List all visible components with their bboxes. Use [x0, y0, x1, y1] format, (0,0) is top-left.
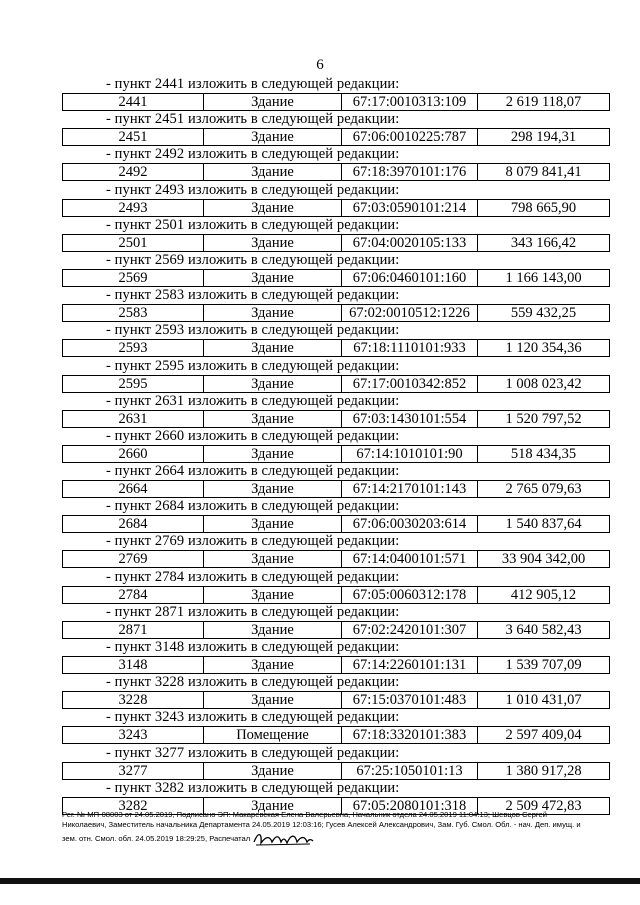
amendment-heading: - пункт 3148 изложить в следующей редакции:	[106, 639, 400, 655]
amendment-entry	[62, 569, 610, 604]
cadastral-number-cell: 67:04:0020105:133	[341, 235, 477, 251]
amendment-entry	[62, 745, 610, 780]
object-type-cell: Здание	[203, 270, 341, 286]
object-type-cell: Здание	[203, 446, 341, 462]
item-number-cell: 2769	[118, 551, 148, 568]
table-row	[62, 93, 610, 111]
value-cell: 518 434,35	[477, 446, 609, 462]
cadastral-number-cell: 67:06:0010225:787	[341, 129, 477, 145]
amendment-entry	[62, 76, 610, 111]
amendment-heading: - пункт 3243 изложить в следующей редакции:	[106, 709, 400, 726]
table-row	[62, 304, 610, 322]
table-row	[62, 550, 610, 568]
item-number-cell: 2441	[118, 94, 148, 110]
value-cell: 298 194,31	[477, 129, 609, 145]
amendment-heading: - пункт 2595 изложить в следующей редакции:	[106, 357, 400, 374]
cadastral-number-cell: 67:05:0060312:178	[341, 587, 477, 603]
table-row	[62, 410, 610, 428]
item-number-cell: 3282	[118, 797, 148, 814]
value-cell: 2 509 472,83	[477, 798, 609, 814]
amendment-heading: - пункт 3228 изложить в следующей редакции:	[106, 674, 400, 691]
value-cell: 559 432,25	[477, 305, 609, 321]
cadastral-number-cell: 67:15:0370101:483	[341, 692, 477, 708]
table-row	[62, 726, 610, 744]
object-type-cell: Здание	[203, 200, 341, 216]
object-type-cell: Помещение	[203, 727, 341, 743]
object-type-cell: Здание	[203, 94, 341, 110]
value-cell: 1 010 431,07	[477, 692, 609, 708]
amendment-heading: - пункт 2593 изложить в следующей редакции:	[106, 322, 400, 339]
value-cell: 1 120 354,36	[477, 340, 609, 356]
amendment-entry	[62, 111, 610, 146]
table-row	[62, 339, 610, 357]
amendment-heading: - пункт 3282 изложить в следующей редакции:	[106, 779, 400, 796]
object-type-cell: Здание	[203, 481, 341, 497]
cadastral-number-cell: 67:03:0590101:214	[341, 200, 477, 216]
table-row	[62, 269, 610, 287]
value-cell: 343 166,42	[477, 235, 609, 251]
item-number-cell: 2492	[118, 164, 148, 181]
table-row	[62, 656, 610, 674]
cadastral-number-cell: 67:14:2260101:131	[341, 657, 477, 673]
amendment-entry	[62, 358, 610, 393]
cadastral-number-cell: 67:14:2170101:143	[341, 481, 477, 497]
cadastral-number-cell: 67:05:2080101:318	[341, 798, 477, 814]
item-number-cell: 3243	[118, 727, 148, 744]
amendment-heading: - пункт 2441 изложить в следующей редакции:	[106, 76, 400, 92]
value-cell: 3 640 582,43	[477, 622, 609, 638]
table-row	[62, 375, 610, 393]
item-number-cell: 2631	[118, 410, 148, 427]
object-type-cell: Здание	[203, 692, 341, 708]
table-row	[62, 762, 610, 780]
cadastral-number-cell: 67:06:0030203:614	[341, 516, 477, 532]
amendment-entry	[62, 322, 610, 357]
value-cell: 1 540 837,64	[477, 516, 609, 532]
amendment-heading: - пункт 2493 изложить в следующей редакции:	[106, 181, 400, 198]
cadastral-number-cell: 67:14:1010101:90	[341, 446, 477, 462]
item-number-cell: 2569	[118, 269, 148, 286]
registration-footer	[62, 810, 602, 848]
amendment-entry	[62, 252, 610, 287]
amendment-heading: - пункт 2684 изложить в следующей редакции:	[106, 498, 400, 515]
table-row	[62, 234, 610, 252]
table-row	[62, 515, 610, 533]
value-cell: 2 619 118,07	[477, 94, 609, 110]
amendment-list	[62, 76, 610, 815]
value-cell: 412 905,12	[477, 587, 609, 603]
object-type-cell: Здание	[203, 622, 341, 638]
object-type-cell: Здание	[203, 235, 341, 251]
item-number-cell: 2871	[118, 621, 148, 638]
amendment-entry	[62, 428, 610, 463]
table-row	[62, 621, 610, 639]
amendment-entry	[62, 498, 610, 533]
value-cell: 2 597 409,04	[477, 727, 609, 743]
value-cell: 1 539 707,09	[477, 657, 609, 673]
object-type-cell: Здание	[203, 376, 341, 392]
amendment-heading: - пункт 2769 изложить в следующей редакции:	[106, 533, 400, 550]
table-row	[62, 586, 610, 604]
object-type-cell: Здание	[203, 551, 341, 567]
footer-line-2: Николаевич, Заместитель начальника Департамента 24.05.2019 12:03:16; Гусев Алексей Александрович, Зам. Губ. Смол. Обл. - нач. Деп. имущ. и	[62, 820, 581, 829]
table-row	[62, 445, 610, 463]
amendment-heading: - пункт 2569 изложить в следующей редакции:	[106, 251, 400, 268]
amendment-heading: - пункт 2871 изложить в следующей редакции:	[106, 603, 400, 620]
footer-line-3	[62, 830, 602, 848]
amendment-entry	[62, 217, 610, 252]
item-number-cell: 2660	[118, 445, 148, 462]
item-number-cell: 2451	[118, 129, 148, 146]
cadastral-number-cell: 67:17:0010313:109	[341, 94, 477, 110]
object-type-cell: Здание	[203, 340, 341, 356]
amendment-entry	[62, 182, 610, 217]
object-type-cell: Здание	[203, 657, 341, 673]
object-type-cell: Здание	[203, 763, 341, 779]
object-type-cell: Здание	[203, 587, 341, 603]
value-cell: 2 765 079,63	[477, 481, 609, 497]
amendment-entry	[62, 146, 610, 181]
amendment-entry	[62, 533, 610, 568]
amendment-heading: - пункт 2501 изложить в следующей редакции:	[106, 216, 400, 233]
amendment-entry	[62, 287, 610, 322]
amendment-heading: - пункт 2583 изложить в следующей редакции:	[106, 287, 400, 304]
cadastral-number-cell: 67:18:3320101:383	[341, 727, 477, 743]
cadastral-number-cell: 67:18:3970101:176	[341, 164, 477, 180]
item-number-cell: 2595	[118, 375, 148, 392]
item-number-cell: 3228	[118, 692, 148, 709]
cadastral-number-cell: 67:02:0010512:1226	[341, 305, 477, 321]
value-cell: 1 380 917,28	[477, 763, 609, 779]
cadastral-number-cell: 67:06:0460101:160	[341, 270, 477, 286]
object-type-cell: Здание	[203, 305, 341, 321]
item-number-cell: 3148	[118, 657, 148, 673]
page-number: 6	[316, 57, 324, 73]
item-number-cell: 3277	[118, 762, 148, 779]
cadastral-number-cell: 67:25:1050101:13	[341, 763, 477, 779]
item-number-cell: 2501	[118, 234, 148, 251]
cadastral-number-cell: 67:18:1110101:933	[341, 340, 477, 356]
table-row	[62, 199, 610, 217]
object-type-cell: Здание	[203, 516, 341, 532]
table-row	[62, 480, 610, 498]
value-cell: 1 166 143,00	[477, 270, 609, 286]
object-type-cell: Здание	[203, 798, 341, 814]
amendment-entry	[62, 709, 610, 744]
item-number-cell: 2664	[118, 481, 148, 498]
amendment-heading: - пункт 2664 изложить в следующей редакции:	[106, 463, 400, 480]
cadastral-number-cell: 67:02:2420101:307	[341, 622, 477, 638]
amendment-entry	[62, 463, 610, 498]
value-cell: 33 904 342,00	[477, 551, 609, 567]
object-type-cell: Здание	[203, 411, 341, 427]
value-cell: 1 008 023,42	[477, 376, 609, 392]
cadastral-number-cell: 67:14:0400101:571	[341, 551, 477, 567]
amendment-heading: - пункт 2784 изложить в следующей редакции:	[106, 568, 400, 585]
bottom-scan-rule	[0, 878, 640, 884]
item-number-cell: 2583	[118, 305, 148, 322]
table-row	[62, 691, 610, 709]
table-row	[62, 128, 610, 146]
amendment-heading: - пункт 2451 изложить в следующей редакции:	[106, 111, 400, 128]
object-type-cell: Здание	[203, 129, 341, 145]
handwritten-signature	[252, 830, 314, 848]
amendment-entry	[62, 604, 610, 639]
amendment-entry	[62, 639, 610, 674]
item-number-cell: 2593	[118, 340, 148, 357]
cadastral-number-cell: 67:03:1430101:554	[341, 411, 477, 427]
amendment-heading: - пункт 2631 изложить в следующей редакции:	[106, 392, 400, 409]
amendment-heading: - пункт 2660 изложить в следующей редакции:	[106, 427, 400, 444]
cadastral-number-cell: 67:17:0010342:852	[341, 376, 477, 392]
item-number-cell: 2493	[118, 199, 148, 216]
value-cell: 798 665,90	[477, 200, 609, 216]
amendment-entry	[62, 674, 610, 709]
footer-line-1: Рег. № МП-08003 от 24.05.2019, Подписано ЭП: Макаревская Елена Валерьевна, Начальник отдела 24.05.2019 11:04:13; Шевцов Сергей	[62, 810, 547, 819]
amendment-entry	[62, 393, 610, 428]
object-type-cell: Здание	[203, 164, 341, 180]
item-number-cell: 2684	[118, 516, 148, 533]
item-number-cell: 2784	[118, 586, 148, 603]
value-cell: 8 079 841,41	[477, 164, 609, 180]
amendment-heading: - пункт 3277 изложить в следующей редакции:	[106, 744, 400, 761]
footer-line-3-text: зем. отн. Смол. обл. 24.05.2019 18:29:25, Распечатал	[62, 834, 251, 843]
value-cell: 1 520 797,52	[477, 411, 609, 427]
table-row	[62, 163, 610, 181]
amendment-heading: - пункт 2492 изложить в следующей редакции:	[106, 146, 400, 163]
